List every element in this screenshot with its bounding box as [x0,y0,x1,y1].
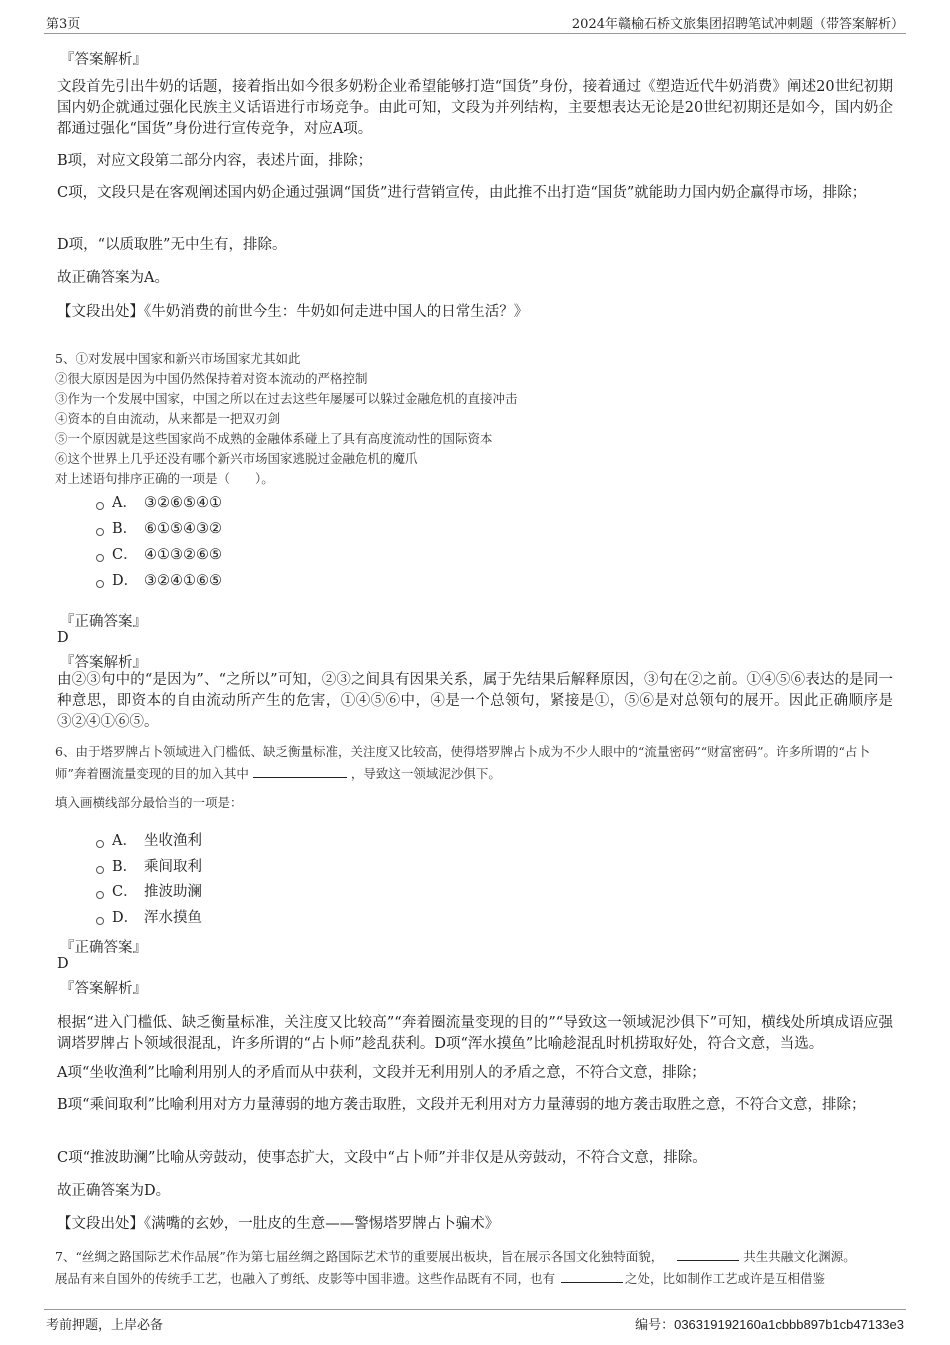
q6-stem-end: ，导致这一领域泥沙俱下。 [350,766,501,781]
radio-icon[interactable] [96,866,104,874]
option-letter: A． [112,495,137,511]
option-text: 坐收渔利 [144,833,202,849]
q7-line-1 [55,1247,900,1267]
q6-source: 【文段出处】《满嘴的玄妙，一肚皮的生意——警惕塔罗牌占卜骗术》 [57,1216,500,1232]
q4-analysis-c: C项，文段只是在客观阐述国内奶企通过强调“国货”进行营销宣传，由此推不出打造“国货”就能助力国内奶企赢得市场，排除； [57,185,867,201]
option-letter: C． [112,884,138,900]
q5-option-a[interactable] [96,492,222,514]
q5-stem-line: 5、①对发展中国家和新兴市场国家尤其如此 [55,351,301,366]
q4-analysis-para: 文段首先引出牛奶的话题，接着指出如今很多奶粉企业希望能够打造“国货”身份，接着通过《塑造近代牛奶消费》阐述20世纪初期国内奶企就通过强化民族主义话语进行市场竞争。由此可知，文段为并列结构，主要想表达无论是20世纪初期还是如今，国内奶企都通过强化“国货”身份进行宣传竞争，对应A项。 [57,79,893,137]
q7-text-1-end: 共生共融文化渊源。 [743,1249,856,1264]
option-text: ③②④①⑥⑤ [144,573,222,589]
option-text: ⑥①⑤④③② [144,521,222,537]
radio-icon[interactable] [96,891,104,899]
option-letter: C． [112,547,138,563]
q4-analysis-label: 『答案解析』 [60,52,147,68]
q7-blank-1 [677,1248,739,1261]
option-letter: D． [112,573,139,589]
q5-stem-line: ③作为一个发展中国家，中国之所以在过去这些年屡屡可以躲过金融危机的直接冲击 [55,391,518,406]
radio-icon[interactable] [96,840,104,848]
q4-analysis-b: B项，对应文段第二部分内容，表述片面，排除； [57,153,373,169]
q6-answer-label: 『正确答案』 [60,940,147,956]
option-letter: B． [112,859,138,875]
q6-analysis-a: A项“坐收渔利”比喻利用别人的矛盾而从中获利，文段并无利用别人的矛盾之意，不符合文意，排除； [57,1065,706,1081]
option-text: 浑水摸鱼 [144,910,202,926]
option-letter: A． [112,833,137,849]
q6-option-c[interactable] [96,881,202,903]
option-text: ④①③②⑥⑤ [144,547,222,563]
q5-stem-line: ②很大原因是因为中国仍然保持着对资本流动的严格控制 [55,371,368,386]
footer-slogan: 考前押题，上岸必备 [46,1318,164,1333]
q5-stem-question: 对上述语句排序正确的一项是（ ）。 [55,471,274,486]
footer-divider [44,1309,906,1310]
q6-answer: D [57,956,69,972]
q6-stem-text: 6、由于塔罗牌占卜领域进入门槛低、缺乏衡量标准，关注度又比较高，使得塔罗牌占卜成为不少人眼中的“流量密码”“财富密码”。许多所谓的“占卜师”奔着圈流量变现的目的加入其中 [55,744,870,781]
q7-text-2: 展品有来自国外的传统手工艺，也融入了剪纸、皮影等中国非遗。这些作品既有不同，也有 [55,1271,556,1286]
option-text: ③②⑥⑤④① [144,495,222,511]
q6-prompt: 填入画横线部分最恰当的一项是： [55,795,243,810]
q5-stem-line: ⑤一个原因就是这些国家尚不成熟的金融体系碰上了具有高度流动性的国际资本 [55,431,493,446]
q5-answer: D [57,630,69,646]
q6-analysis-c: C项“推波助澜”比喻从旁鼓动，使事态扩大，文段中“占卜师”并非仅是从旁鼓动，不符合文意，排除。 [57,1150,707,1166]
footer-code [635,1314,904,1333]
radio-icon[interactable] [96,528,104,536]
q4-analysis-d: D项，“以质取胜”无中生有，排除。 [57,237,287,253]
q7-text-1: 7、“丝绸之路国际艺术作品展”作为第七届丝绸之路国际艺术节的重要展出板块，旨在展示各国文化独特面貌， [55,1249,664,1264]
q5-option-c[interactable] [96,544,222,566]
option-letter: B． [112,521,138,537]
footer-code-label: 编号： [635,1318,675,1333]
q6-blank [253,765,347,778]
q5-analysis: 由②③句中的“是因为”、“之所以”可知，②③之间具有因果关系，属于先结果后解释原因，③句在②之前。①④⑤⑥表达的是同一种意思，即资本的自由流动所产生的危害，①④⑤⑥中，④是一个总领句，紧接是①，⑤⑥是对总领句的展开。因此正确顺序是③②④①⑥⑤。 [57,672,893,730]
q6-option-b[interactable] [96,856,202,878]
q7-text-2-end: 之处，比如制作工艺或许是互相借鉴 [625,1271,826,1286]
q6-analysis-b: B项“乘间取利”比喻利用对方力量薄弱的地方袭击取胜，文段并无利用对方力量薄弱的地方袭击取胜之意，不符合文意，排除； [57,1097,866,1113]
q5-analysis-label: 『答案解析』 [60,655,147,671]
q5-stem-line: ⑥这个世界上几乎还没有哪个新兴市场国家逃脱过金融危机的魔爪 [55,451,418,466]
radio-icon[interactable] [96,502,104,510]
q6-analysis-para: 根据“进入门槛低、缺乏衡量标准，关注度又比较高”“奔着圈流量变现的目的”“导致这一领域泥沙俱下”可知，横线处所填成语应强调塔罗牌占卜领域很混乱，许多所谓的“占卜师”趁乱获利。D项“浑水摸鱼”比喻趁混乱时机捞取好处，符合文意，当选。 [57,1015,893,1052]
document-title: 2024年赣榆石桥文旅集团招聘笔试冲刺题（带答案解析） [571,17,904,32]
page-number: 第3页 [46,17,81,32]
q6-analysis-label: 『答案解析』 [60,981,147,997]
q6-option-a[interactable] [96,830,202,852]
radio-icon[interactable] [96,554,104,562]
option-text: 推波助澜 [144,884,202,900]
option-text: 乘间取利 [144,859,202,875]
q4-conclusion: 故正确答案为A。 [57,270,169,286]
q7-line-2 [55,1269,900,1289]
footer-code-value: 036319192160a1cbbb897b1cb47133e3 [674,1317,904,1332]
option-letter: D． [112,910,139,926]
q6-stem [55,741,900,785]
q4-source: 【文段出处】《牛奶消费的前世今生：牛奶如何走进中国人的日常生活？》 [57,304,529,320]
q6-conclusion: 故正确答案为D。 [57,1183,171,1199]
q5-stem-line: ④资本的自由流动，从来都是一把双刃剑 [55,411,281,426]
radio-icon[interactable] [96,580,104,588]
q7-blank-2 [561,1270,623,1283]
header-divider [44,33,906,34]
q6-option-d[interactable] [96,907,202,929]
q5-option-b[interactable] [96,518,222,540]
q5-answer-label: 『正确答案』 [60,614,147,630]
q5-option-d[interactable] [96,570,222,592]
radio-icon[interactable] [96,917,104,925]
